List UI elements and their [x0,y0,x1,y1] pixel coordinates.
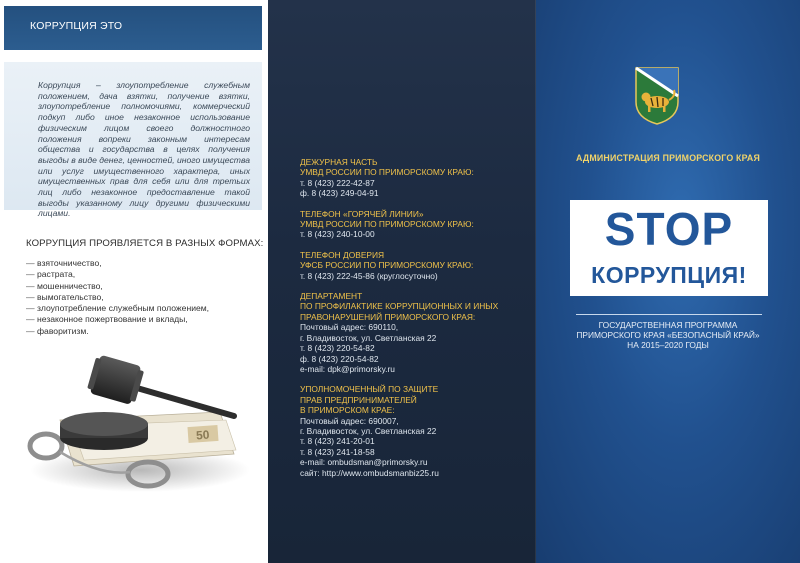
program-title [536,320,800,351]
contact-phone: т. 8 (423) 222-42-87 [300,177,375,188]
list-item: — растрата, [26,269,209,280]
gavel [86,354,234,416]
contact-phone: т. 8 (423) 241-18-58 [300,446,375,457]
contact-heading: ТЕЛЕФОН ДОВЕРИЯ [300,249,385,260]
contact-address: Почтовый адрес: 690110, [300,322,399,333]
svg-text:50: 50 [195,427,210,443]
coat-of-arms-icon [634,66,680,126]
contact-block-duty [300,157,530,199]
contacts-list [300,157,530,488]
right-panel [536,0,800,563]
contact-heading: ДЕПАРТАМЕНТ [300,291,363,302]
contact-fax: ф. 8 (423) 220-54-82 [300,353,379,364]
left-header-title: КОРРУПЦИЯ ЭТО [30,20,123,32]
contact-phone: т. 8 (423) 222-45-86 (круглосуточно) [300,270,438,281]
list-item: — мошенничество, [26,281,209,292]
contact-phone: т. 8 (423) 220-54-82 [300,343,375,354]
list-item: — взяточничество, [26,258,209,269]
list-item: — вымогательство, [26,292,209,303]
list-item: — злоупотребление служебным положением, [26,303,209,314]
contact-heading: В ПРИМОРСКОМ КРАЕ: [300,405,395,416]
definition-box [4,62,262,219]
contact-address: г. Владивосток, ул. Светланская 22 [300,425,437,436]
stop-banner [570,200,768,296]
contact-heading: ПРАВОНАРУШЕНИЙ ПРИМОРСКОГО КРАЯ: [300,311,476,322]
list-item: — фаворитизм. [26,326,209,337]
contact-heading: ПРАВ ПРЕДПРИНИМАТЕЛЕЙ [300,394,417,405]
contact-heading: УПОЛНОМОЧЕННЫЙ ПО ЗАЩИТЕ [300,384,439,395]
stop-text: STOP [604,203,734,255]
contact-heading: ДЕЖУРНАЯ ЧАСТЬ [300,157,378,167]
contact-block-trust-line [300,250,530,281]
forms-heading: КОРРУПЦИЯ ПРОЯВЛЯЕТСЯ В РАЗНЫХ ФОРМАХ: [26,238,264,249]
contact-block-hotline [300,209,530,240]
list-item: — незаконное пожертвование и вклады, [26,314,209,325]
program-line: ГОСУДАРСТВЕННАЯ ПРОГРАММА [598,320,738,330]
administration-title: АДМИНИСТРАЦИЯ ПРИМОРСКОГО КРАЯ [576,153,760,163]
contact-block-department [300,291,530,374]
program-line: ПРИМОРСКОГО КРАЯ «БЕЗОПАСНЫЙ КРАЙ» [576,330,760,341]
center-panel [268,0,536,563]
forms-list [26,258,209,337]
contact-fax: ф. 8 (423) 249-04-91 [300,188,379,199]
contact-phone: т. 8 (423) 241-20-01 [300,436,375,447]
contact-email: e-mail: ombudsman@primorsky.ru [300,457,428,468]
definition-text: Коррупция – злоупотребление служебным положением, дача взятки, получение взятки, злоупотребление полномочиями, коммерческий подкуп либо иное незаконное использование физическим лицом своего должностного положения вопреки законным интересам общества и государства в целях получения выгоды в виде денег, ценностей, иного имущества или услуг имущественного характера, иных имущественных прав для себя или для третьих лиц либо незаконное предоставление такой выгоды указанному лицу другими физическими лицами. [38,80,251,219]
left-panel [0,0,268,563]
contact-heading: ТЕЛЕФОН «ГОРЯЧЕЙ ЛИНИИ» [300,208,424,219]
contact-address: г. Владивосток, ул. Светланская 22 [300,332,437,343]
contact-heading: УМВД РОССИИ ПО ПРИМОРСКОМУ КРАЮ: [300,167,474,178]
contact-block-ombudsman [300,384,530,478]
contact-heading: УМВД РОССИИ ПО ПРИМОРСКОМУ КРАЮ: [300,219,474,230]
contact-phone: т. 8 (423) 240-10-00 [300,229,375,240]
gavel-money-handcuffs-illustration [20,342,260,502]
contact-heading: ПО ПРОФИЛАКТИКЕ КОРРУПЦИОННЫХ И ИНЫХ [300,301,499,312]
korruptsiya-text: КОРРУПЦИЯ! [591,262,747,288]
left-header [4,6,262,50]
contact-heading: УФСБ РОССИИ ПО ПРИМОРСКОМУ КРАЮ: [300,260,474,271]
contact-website: сайт: http://www.ombudsmanbiz25.ru [300,467,439,478]
contact-address: Почтовый адрес: 690007, [300,415,399,426]
divider [576,314,762,315]
program-line: НА 2015–2020 ГОДЫ [627,340,709,351]
contact-email: e-mail: dpk@primorsky.ru [300,363,395,374]
